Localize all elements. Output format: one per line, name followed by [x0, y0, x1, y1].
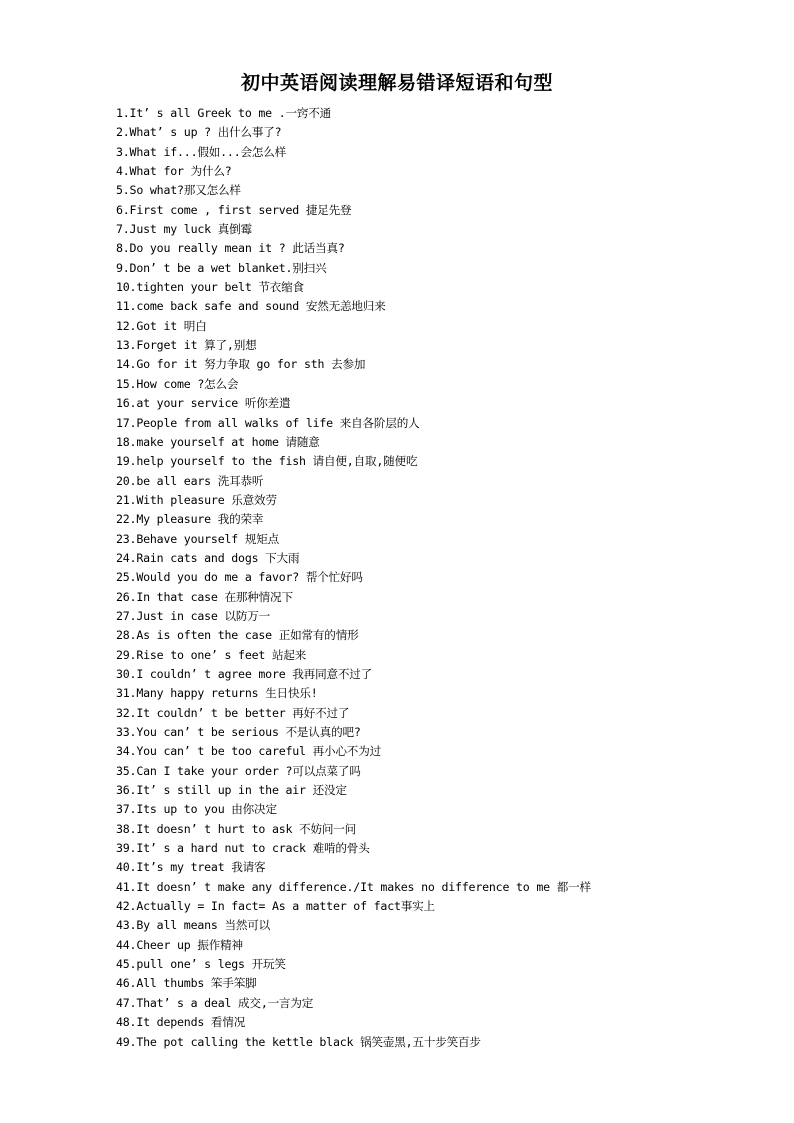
list-item: 38.It doesn’ t hurt to ask 不妨问一问 [116, 821, 357, 836]
list-item: 19.help yourself to the fish 请自便,自取,随便吃 [116, 454, 418, 469]
list-item: 3.What if...假如...会怎么样 [116, 144, 287, 159]
list-item: 13.Forget it 算了,别想 [116, 338, 257, 353]
list-item: 42.Actually = In fact= As a matter of fact事实上 [116, 899, 435, 914]
list-item: 27.Just in case 以防万一 [116, 608, 271, 623]
list-item: 26.In that case 在那种情况下 [116, 589, 293, 604]
list-item: 16.at your service 听你差遣 [116, 396, 291, 411]
list-item: 12.Got it 明白 [116, 318, 207, 333]
list-item: 1.It’ s all Greek to me .一窍不通 [116, 106, 332, 120]
list-item: 34.You can’ t be too careful 再小心不为过 [116, 744, 381, 759]
list-item: 4.What for 为什么? [116, 164, 232, 179]
list-item: 45.pull one’ s legs 开玩笑 [116, 957, 286, 972]
list-item: 49.The pot calling the kettle black 锅笑壶黑,五十步笑百步 [116, 1034, 481, 1049]
list-item: 36.It’ s still up in the air 还没定 [116, 783, 347, 798]
list-item: 20.be all ears 洗耳恭听 [116, 473, 264, 488]
list-item: 41.It doesn’ t make any difference./It makes no difference to me 都一样 [116, 879, 591, 894]
list-item: 28.As is often the case 正如常有的情形 [116, 628, 359, 643]
list-item: 10.tighten your belt 节衣缩食 [116, 280, 304, 295]
list-item: 7.Just my luck 真倒霉 [116, 222, 252, 237]
list-item: 39.It’ s a hard nut to crack 难啃的骨头 [116, 841, 370, 856]
list-item: 5.So what?那又怎么样 [116, 183, 241, 198]
list-item: 11.come back safe and sound 安然无恙地归来 [116, 299, 386, 314]
list-item: 8.Do you really mean it ? 此话当真? [116, 241, 345, 256]
list-item: 31.Many happy returns 生日快乐! [116, 686, 318, 701]
list-item: 9.Don’ t be a wet blanket.别扫兴 [116, 260, 327, 275]
list-item: 37.Its up to you 由你决定 [116, 802, 277, 817]
list-item: 46.All thumbs 笨手笨脚 [116, 976, 257, 991]
list-item: 33.You can’ t be serious 不是认真的吧? [116, 725, 361, 739]
list-item: 29.Rise to one’ s feet 站起来 [116, 647, 307, 662]
list-item: 18.make yourself at home 请随意 [116, 434, 320, 449]
list-item: 25.Would you do me a favor? 帮个忙好吗 [116, 570, 363, 585]
list-item: 6.First come , first served 捷足先登 [116, 202, 352, 217]
list-item: 14.Go for it 努力争取 go for sth 去参加 [116, 357, 366, 372]
list-item: 17.People from all walks of life 来自各阶层的人 [116, 415, 420, 430]
list-item: 15.How come ?怎么会 [116, 376, 239, 391]
list-item: 35.Can I take your order ?可以点菜了吗 [116, 763, 361, 778]
list-item: 23.Behave yourself 规矩点 [116, 531, 280, 546]
list-item: 24.Rain cats and dogs 下大雨 [116, 550, 300, 565]
phrase-list [116, 104, 591, 1052]
list-item: 30.I couldn’ t agree more 我再同意不过了 [116, 666, 373, 681]
list-item: 32.It couldn’ t be better 再好不过了 [116, 705, 350, 720]
list-item: 21.With pleasure 乐意效劳 [116, 492, 277, 507]
list-item: 47.That’ s a deal 成交,一言为定 [116, 995, 314, 1010]
list-item: 22.My pleasure 我的荣幸 [116, 512, 264, 527]
list-item: 43.By all means 当然可以 [116, 918, 271, 933]
list-item: 2.What’ s up ? 出什么事了? [116, 125, 282, 140]
list-item: 40.It’s my treat 我请客 [116, 860, 266, 875]
list-item: 48.It depends 看情况 [116, 1015, 246, 1030]
list-item: 44.Cheer up 振作精神 [116, 937, 243, 952]
page-title: 初中英语阅读理解易错译短语和句型 [240, 72, 553, 94]
